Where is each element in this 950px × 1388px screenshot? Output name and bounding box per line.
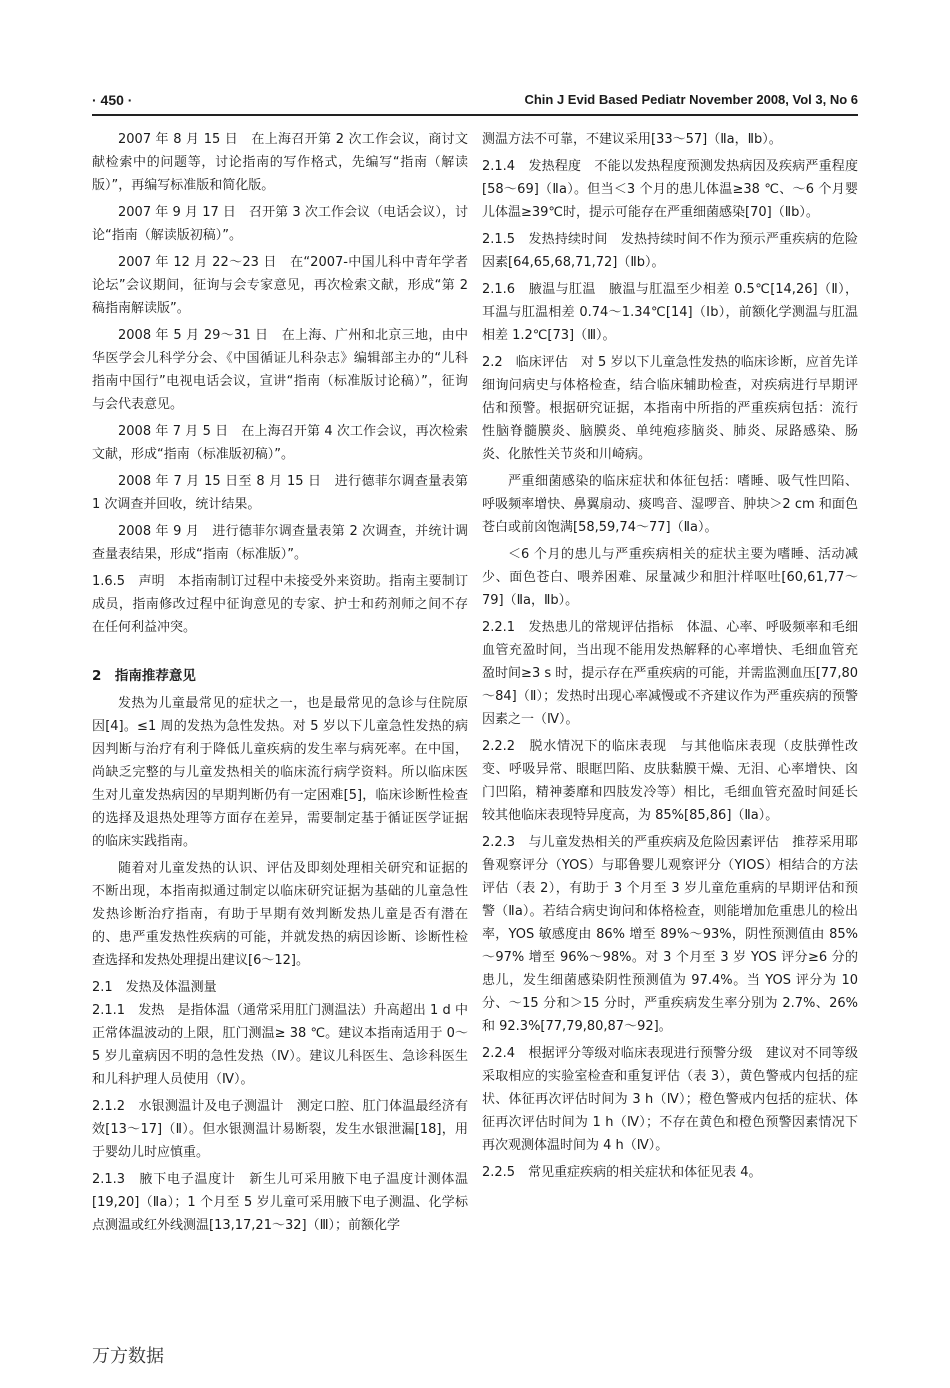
paragraph: 随着对儿童发热的认识、评估及即刻处理相关研究和证据的不断出现，本指南拟通过制定以临床研究证据为基础的儿童急性发热诊断治疗指南，有助于早期有效判断发热儿童是否有潜在的、患严重发热性疾病的可能，并就发热的病因诊断、诊断性检查选择和发热处理提出建议[6～12]。	[92, 861, 468, 968]
left-column	[92, 128, 468, 1241]
section-2-2-2: 2.2.2 脱水情况下的临床表现 与其他临床表现（皮肤弹性改变、呼吸异常、眼眶凹陷、皮肤黏膜干燥、无泪、心率增快、囟门凹陷，精神萎靡和四肢发冷等）相比，毛细血管充盈时间延长较其他临床表现特异度高，为 85%[85,86]（Ⅱa）。	[482, 739, 858, 823]
journal-citation: Chin J Evid Based Pediatr November 2008, Vol 3, No 6	[524, 92, 858, 107]
paragraph: 测温方法不可靠，不建议采用[33～57]（Ⅱa，Ⅱb）。	[482, 132, 782, 147]
right-column	[482, 128, 858, 1188]
paragraph: 严重细菌感染的临床症状和体征包括：嗜睡、吸气性凹陷、呼吸频率增快、鼻翼扇动、痰鸣音、湿啰音、肿块＞2 cm 和面色苍白或前囟饱满[58,59,74～77]（Ⅱa）。	[482, 474, 858, 535]
paragraph: 2007 年 8 月 15 日 在上海召开第 2 次工作会议，商讨文献检索中的问题等，讨论指南的写作格式，先编写“指南（解读版）”，再编写标准版和简化版。	[92, 132, 468, 193]
section-2-1-6: 2.1.6 腋温与肛温 腋温与肛温至少相差 0.5℃[14,26]（Ⅱ），耳温与肛温相差 0.74～1.34℃[14]（Ⅰb），前额化学测温与肛温相差 1.2℃[73]（Ⅲ）。	[482, 282, 858, 343]
subsection-heading-2-1: 2.1 发热及体温测量	[92, 980, 217, 995]
section-2-1-3: 2.1.3 腋下电子温度计 新生儿可采用腋下电子温度计测体温[19,20]（Ⅱa）；1 个月至 5 岁儿童可采用腋下电子测温、化学标点测温或红外线测温[13,17,21～32]（Ⅲ）；前额化学	[92, 1172, 468, 1233]
section-2-2-4: 2.2.4 根据评分等级对临床表现进行预警分级 建议对不同等级采取相应的实验室检查和重复评估（表 3），黄色警戒内包括的症状、体征再次评估时间为 3 h（Ⅳ）；橙色警戒内包括的症状、体征再次评估时间为 1 h（Ⅳ）；不存在黄色和橙色预警因素情况下再次观测体温时间为 4 h（Ⅳ）。	[482, 1046, 858, 1153]
paragraph: 2008 年 9 月 进行德菲尔调查量表第 2 次调查，并统计调查量表结果，形成“指南（标准版）”。	[92, 524, 468, 562]
page-header	[92, 92, 858, 116]
paragraph: 2007 年 12 月 22～23 日 在“2007-中国儿科中青年学者论坛”会议期间，征询与会专家意见，再次检索文献，形成“第 2 稿指南解读版”。	[92, 255, 468, 316]
paragraph: 2007 年 9 月 17 日 召开第 3 次工作会议（电话会议），讨论“指南（解读版初稿）”。	[92, 205, 468, 243]
paragraph: 2008 年 5 月 29～31 日 在上海、广州和北京三地，由中华医学会儿科学分会、《中国循证儿科杂志》编辑部主办的“儿科指南中国行”电视电话会议，宣讲“指南（标准版讨论稿）”，征询与会代表意见。	[92, 328, 468, 412]
section-2-1-1: 2.1.1 发热 是指体温（通常采用肛门测温法）升高超出 1 d 中正常体温波动的上限，肛门测温≥ 38 ℃。建议本指南适用于 0～5 岁儿童病因不明的急性发热（Ⅳ）。建议儿科医生、急诊科医生和儿科护理人员使用（Ⅳ）。	[92, 1003, 468, 1087]
paragraph: 发热为儿童最常见的症状之一，也是最常见的急诊与住院原因[4]。≤1 周的发热为急性发热。对 5 岁以下儿童急性发热的病因判断与治疗有利于降低儿童疾病的发生率与病死率。在中国，尚缺乏完整的与儿童发热相关的临床流行病学资料。所以临床医生对儿童发热病因的早期判断仍有一定困难[5]，临床诊断性检查的选择及退热处理等方面存在差异，需要制定基于循证医学证据的临床实践指南。	[92, 696, 468, 849]
paragraph: 2008 年 7 月 5 日 在上海召开第 4 次工作会议，再次检索文献，形成“指南（标准版初稿）”。	[92, 424, 468, 462]
section-2-2-5: 2.2.5 常见重症疾病的相关症状和体征见表 4。	[482, 1165, 762, 1180]
page-number: · 450 ·	[92, 92, 133, 108]
section-2-1-5: 2.1.5 发热持续时间 发热持续时间不作为预示严重疾病的危险因素[64,65,68,71,72]（Ⅱb）。	[482, 232, 858, 270]
section-2-2-3: 2.2.3 与儿童发热相关的严重疾病及危险因素评估 推荐采用耶鲁观察评分（YOS）与耶鲁婴儿观察评分（YIOS）相结合的方法评估（表 2），有助于 3 个月至 3 岁儿童危重病的早期评估和预警（Ⅱa）。若结合病史询问和体格检查，则能增加危重患儿的检出率，YOS 敏感度由 86% 增至 89%～93%，阴性预测值由 85%～97% 增至 96%～98%。对 3 个月至 3 岁 YOS 评分≥6 分的患儿，发生细菌感染阴性预测值为 97.4%。当 YOS 评分为 10 分、～15 分和＞15 分时，严重疾病发生率分别为 2.7%、26% 和 92.3%[77,79,80,87～92]。	[482, 835, 858, 1034]
paragraph: 2008 年 7 月 15 日至 8 月 15 日 进行德菲尔调查量表第 1 次调查并回收，统计结果。	[92, 474, 468, 512]
paragraph: ＜6 个月的患儿与严重疾病相关的症状主要为嗜睡、活动减少、面色苍白、喂养困难、尿量减少和胆汁样呕吐[60,61,77～79]（Ⅱa，Ⅱb）。	[482, 547, 858, 608]
database-watermark: 万方数据	[92, 1346, 164, 1367]
section-1-6-5: 1.6.5 声明 本指南制订过程中未接受外来资助。指南主要制订成员，指南修改过程中征询意见的专家、护士和药剂师之间不存在任何利益冲突。	[92, 574, 468, 635]
section-2-2-1: 2.2.1 发热患儿的常规评估指标 体温、心率、呼吸频率和毛细血管充盈时间，当出现不能用发热解释的心率增快、毛细血管充盈时间≥3 s 时，提示存在严重疾病的可能，并需监测血压[77,80～84]（Ⅱ）；发热时出现心率减慢或不齐建议作为严重疾病的预警因素之一（Ⅳ）。	[482, 620, 858, 727]
section-heading-2: 2 指南推荐意见	[92, 668, 196, 684]
header-rule	[92, 114, 858, 116]
section-2-2: 2.2 临床评估 对 5 岁以下儿童急性发热的临床诊断，应首先详细询问病史与体格检查，结合临床辅助检查，对疾病进行早期评估和预警。根据研究证据，本指南中所指的严重疾病包括：流行性脑脊髓膜炎、脑膜炎、单纯疱疹脑炎、肺炎、尿路感染、肠炎、化脓性关节炎和川崎病。	[482, 355, 858, 462]
section-2-1-4: 2.1.4 发热程度 不能以发热程度预测发热病因及疾病严重程度[58～69]（Ⅱa）。但当＜3 个月的患儿体温≥38 ℃、～6 个月婴儿体温≥39℃时，提示可能存在严重细菌感染[70]（Ⅱb）。	[482, 159, 858, 220]
section-2-1-2: 2.1.2 水银测温计及电子测温计 测定口腔、肛门体温最经济有效[13～17]（Ⅱ）。但水银测温计易断裂，发生水银泄漏[18]，用于婴幼儿时应慎重。	[92, 1099, 468, 1160]
